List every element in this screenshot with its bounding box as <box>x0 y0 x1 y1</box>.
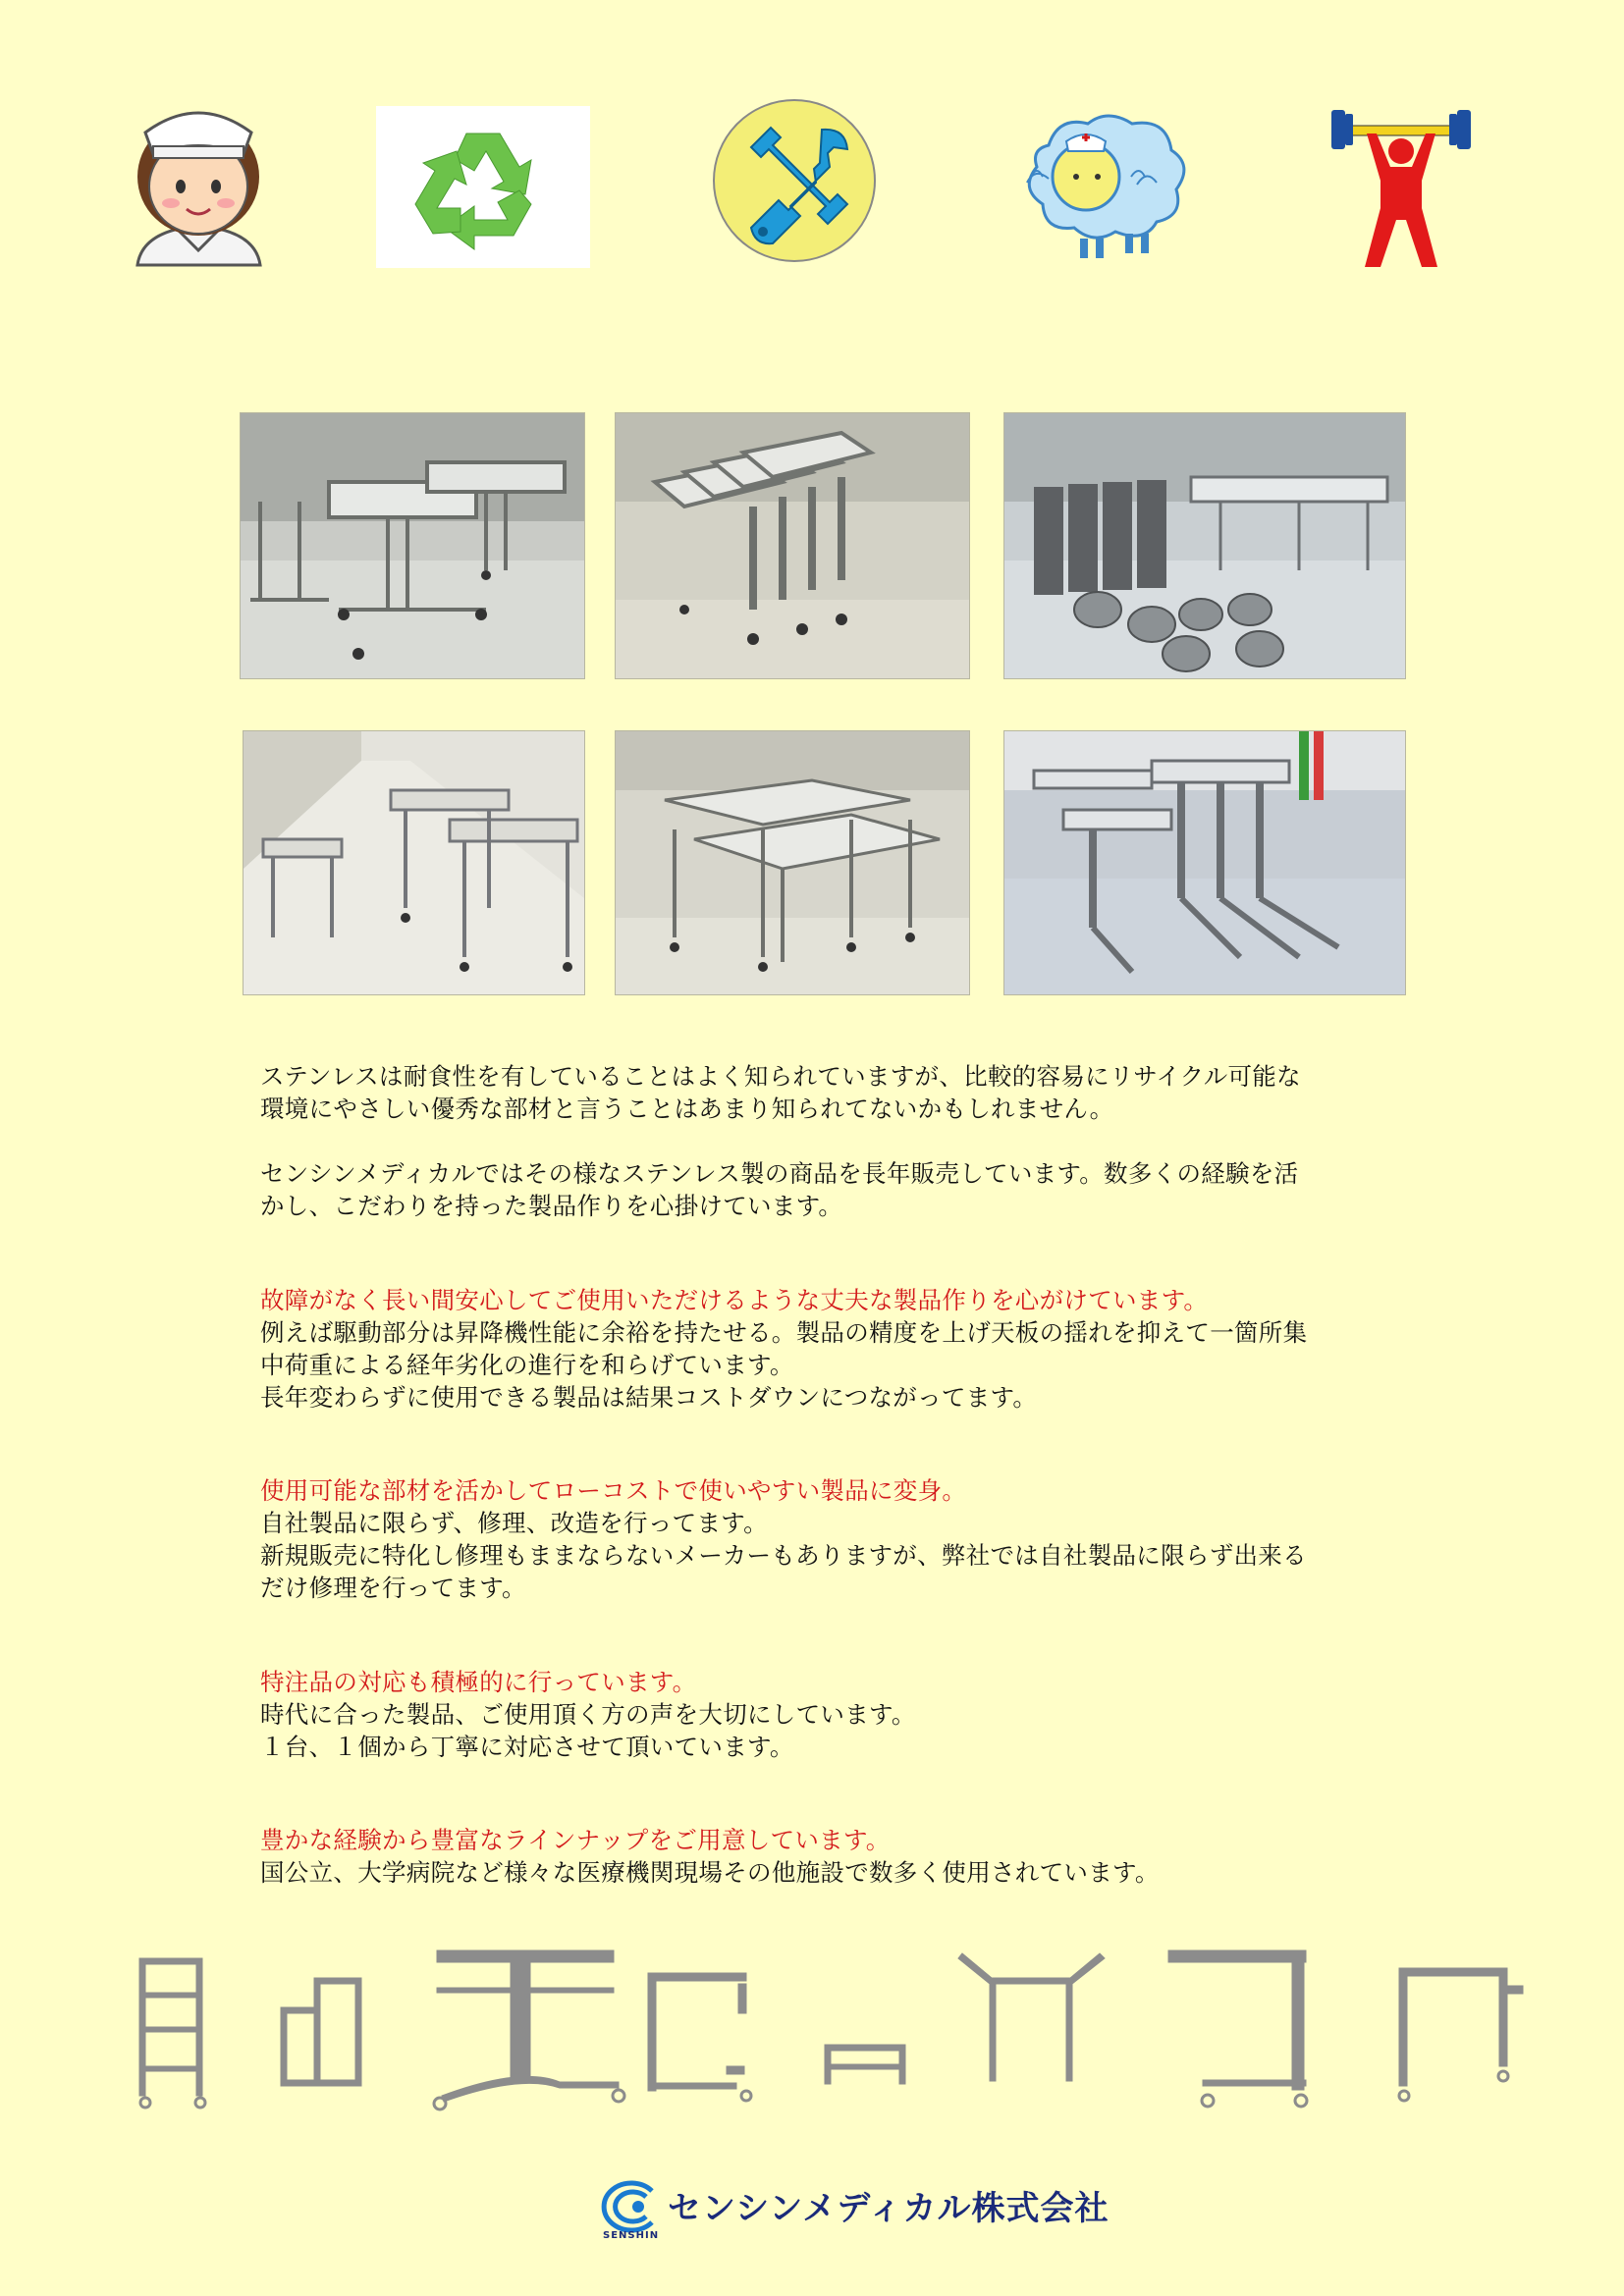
section-repair <box>260 1474 1419 1604</box>
intro-p2-line1: センシンメディカルではその様なステンレス製の商品を長年販売しています。数多くの経験を活 <box>260 1159 1299 1188</box>
photo-stainless-trays-buckets <box>1003 412 1406 679</box>
section-heading: 使用可能な部材を活かしてローコストで使いやすい製品に変身。 <box>260 1476 967 1505</box>
intro-p1-line2: 環境にやさしい優秀な部材と言うことはあまり知られてないかもしれません。 <box>260 1095 1114 1123</box>
tools-icon <box>712 98 877 263</box>
photo-stainless-tables-corridor <box>243 730 585 995</box>
photo-stainless-tables-2 <box>615 412 970 679</box>
logo-brand: SENSHIN <box>603 2230 660 2241</box>
sheep-nurse-icon <box>1009 106 1196 261</box>
intro-p1-line1: ステンレスは耐食性を有していることはよく知られていますが、比較的容易にリサイクル可能な <box>260 1062 1301 1091</box>
photo-stainless-tables-1 <box>240 412 585 679</box>
section-line: 国公立、大学病院など様々な医療機関現場その他施設で数多く使用されています。 <box>260 1858 1160 1887</box>
section-heading: 特注品の対応も積極的に行っています。 <box>260 1668 697 1696</box>
weightlifter-icon <box>1327 100 1475 269</box>
section-line: だけ修理を行ってます。 <box>260 1574 526 1602</box>
section-line: 中荷重による経年劣化の進行を和らげています。 <box>260 1351 794 1379</box>
photo-stainless-tables-4 <box>615 730 970 995</box>
section-line: １台、１個から丁寧に対応させて頂いています。 <box>260 1733 794 1761</box>
photo-stainless-tables-5 <box>1003 730 1406 995</box>
product-silhouettes <box>128 1949 1551 2115</box>
section-line: 自社製品に限らず、修理、改造を行ってます。 <box>260 1509 768 1537</box>
section-custom <box>260 1666 1419 1763</box>
section-line: 長年変わらずに使用できる製品は結果コストダウンにつながってます。 <box>260 1383 1038 1412</box>
company-logo <box>597 2177 666 2246</box>
section-heading: 故障がなく長い間安心してご使用いただけるような丈夫な製品作りを心がけています。 <box>260 1286 1209 1314</box>
section-line: 時代に合った製品、ご使用頂く方の声を大切にしています。 <box>260 1700 916 1729</box>
company-name: センシンメディカル株式会社 <box>668 2189 1110 2228</box>
section-lineup <box>260 1824 1419 1889</box>
section-line: 例えば駆動部分は昇降機性能に余裕を持たせる。製品の精度を上げ天板の揺れを抑えて一箇所集 <box>260 1318 1308 1347</box>
intro-p2-line2: かし、こだわりを持った製品作りを心掛けています。 <box>260 1192 843 1220</box>
section-heading: 豊かな経験から豊富なラインナップをご用意しています。 <box>260 1826 891 1854</box>
section-durability <box>260 1284 1419 1414</box>
recycle-icon <box>376 106 590 268</box>
intro-text <box>260 1060 1419 1222</box>
nurse-icon <box>118 93 280 270</box>
section-line: 新規販売に特化し修理もままならないメーカーもありますが、弊社では自社製品に限らず出来る <box>260 1541 1307 1570</box>
